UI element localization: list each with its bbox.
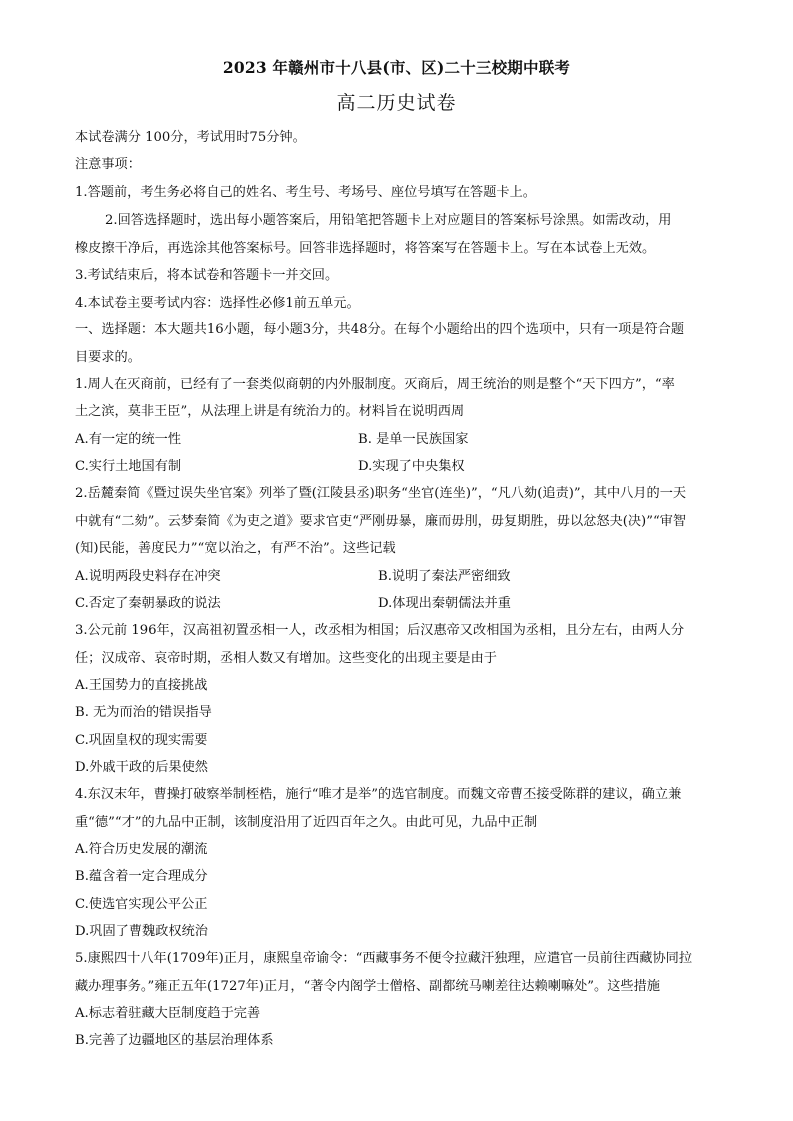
note-1: 1.答题前，考生务必将自己的姓名、考生号、考场号、座位号填写在答题卡上。 bbox=[75, 185, 536, 200]
section-heading-line-2: 目要求的。 bbox=[75, 350, 141, 365]
q3-stem-line-1: 3.公元前 196年，汉高祖初置丞相一人，改丞相为相国；后汉惠帝又改相国为丞相，且分左右，由两人分 bbox=[75, 623, 685, 638]
q2-option-c: C.否定了秦朝暴政的说法 bbox=[75, 596, 221, 611]
q2-option-d: D.体现出秦朝儒法并重 bbox=[378, 596, 511, 611]
q5-stem-line-1: 5.康熙四十八年(1709年)正月，康熙皇帝谕令：“西藏事务不便令拉藏汗独理，应遣官一员前往西藏协同拉 bbox=[75, 951, 693, 966]
note-4: 4.本试卷主要考试内容：选择性必修1前五单元。 bbox=[75, 296, 360, 311]
q1-stem-line-2: 土之滨，莫非王臣”，从法理上讲是有统治力的。材料旨在说明西周 bbox=[75, 404, 465, 419]
q5-option-a: A.标志着驻藏大臣制度趋于完善 bbox=[75, 1006, 261, 1021]
q2-option-row-1 bbox=[75, 569, 511, 585]
q1-option-row-1 bbox=[75, 432, 469, 448]
q5-stem-line-2: 藏办理事务。”雍正五年(1727年)正月，“著令内阁学士僧格、副都统马喇差往达赖喇嘛处”。这些措施 bbox=[75, 979, 660, 994]
q3-option-b: B. 无为而治的错误指导 bbox=[75, 705, 212, 720]
q2-option-row-2 bbox=[75, 596, 511, 612]
q2-stem-line-1: 2.岳麓秦简《暨过误失坐官案》列举了暨(江陵县丞)职务“坐官(连坐)”，“凡八劾(追责)”，其中八月的一天 bbox=[75, 486, 687, 501]
q4-option-a: A.符合历史发展的潮流 bbox=[75, 842, 208, 857]
q2-stem-line-2: 中就有“二劾”。云梦秦简《为吏之道》要求官吏“严刚毋暴，廉而毋刖，毋复期胜，毋以忿怒夬(决)”“审智 bbox=[75, 514, 687, 529]
q2-stem-line-3: (知)民能，善度民力”“宽以治之，有严不治”。这些记载 bbox=[75, 541, 396, 556]
q1-stem-line-1: 1.周人在灭商前，已经有了一套类似商朝的内外服制度。灭商后，周王统治的则是整个“天下四方”，“率 bbox=[75, 377, 675, 392]
q3-option-d: D.外戚干政的后果使然 bbox=[75, 760, 208, 775]
q1-option-row-2 bbox=[75, 459, 465, 475]
q1-option-d: D.实现了中央集权 bbox=[358, 459, 465, 474]
section-heading-line-1: 一、选择题：本大题共16小题，每小题3分，共48分。在每个小题给出的四个选项中，只有一项是符合题 bbox=[75, 322, 685, 337]
note-2-line-1: 2.回答选择题时，选出每小题答案后，用铅笔把答题卡上对应题目的答案标号涂黑。如需改动，用 bbox=[105, 213, 672, 228]
q4-option-b: B.蕴含着一定合理成分 bbox=[75, 869, 208, 884]
notes-label: 注意事项： bbox=[75, 157, 141, 172]
q4-option-d: D.巩固了曹魏政权统治 bbox=[75, 924, 208, 939]
q1-option-a: A.有一定的统一性 bbox=[75, 432, 182, 447]
score-line: 本试卷满分 100分，考试用时75分钟。 bbox=[75, 130, 306, 145]
q3-option-c: C.巩固皇权的现实需要 bbox=[75, 733, 208, 748]
q1-option-b: B. 是单一民族国家 bbox=[358, 432, 469, 447]
q4-stem-line-2: 重“德”“才”的九品中正制，该制度沿用了近四百年之久。由此可见，九品中正制 bbox=[75, 815, 538, 830]
q1-option-c: C.实行土地国有制 bbox=[75, 459, 182, 474]
note-2-line-2: 橡皮擦干净后，再选涂其他答案标号。回答非选择题时，将答案写在答题卡上。写在本试卷上无效。 bbox=[75, 241, 656, 256]
exam-title: 2023 年赣州市十八县(市、区)二十三校期中联考 bbox=[222, 58, 571, 77]
q5-option-b: B.完善了边疆地区的基层治理体系 bbox=[75, 1033, 274, 1048]
q4-option-c: C.使选官实现公平公正 bbox=[75, 897, 208, 912]
note-3: 3.考试结束后，将本试卷和答题卡一并交回。 bbox=[75, 268, 339, 283]
q2-option-a: A.说明两段史料存在冲突 bbox=[75, 569, 221, 584]
exam-subtitle: 高二历史试卷 bbox=[336, 92, 457, 114]
q3-stem-line-2: 任；汉成帝、哀帝时期，丞相人数又有增加。这些变化的出现主要是由于 bbox=[75, 651, 497, 666]
q2-option-b: B.说明了秦法严密细致 bbox=[378, 569, 511, 584]
q3-option-a: A.王国势力的直接挑战 bbox=[75, 678, 208, 693]
q4-stem-line-1: 4.东汉末年，曹操打破察举制桎梏，施行“唯才是举”的选官制度。而魏文帝曹丕接受陈群的建议，确立兼 bbox=[75, 787, 682, 802]
